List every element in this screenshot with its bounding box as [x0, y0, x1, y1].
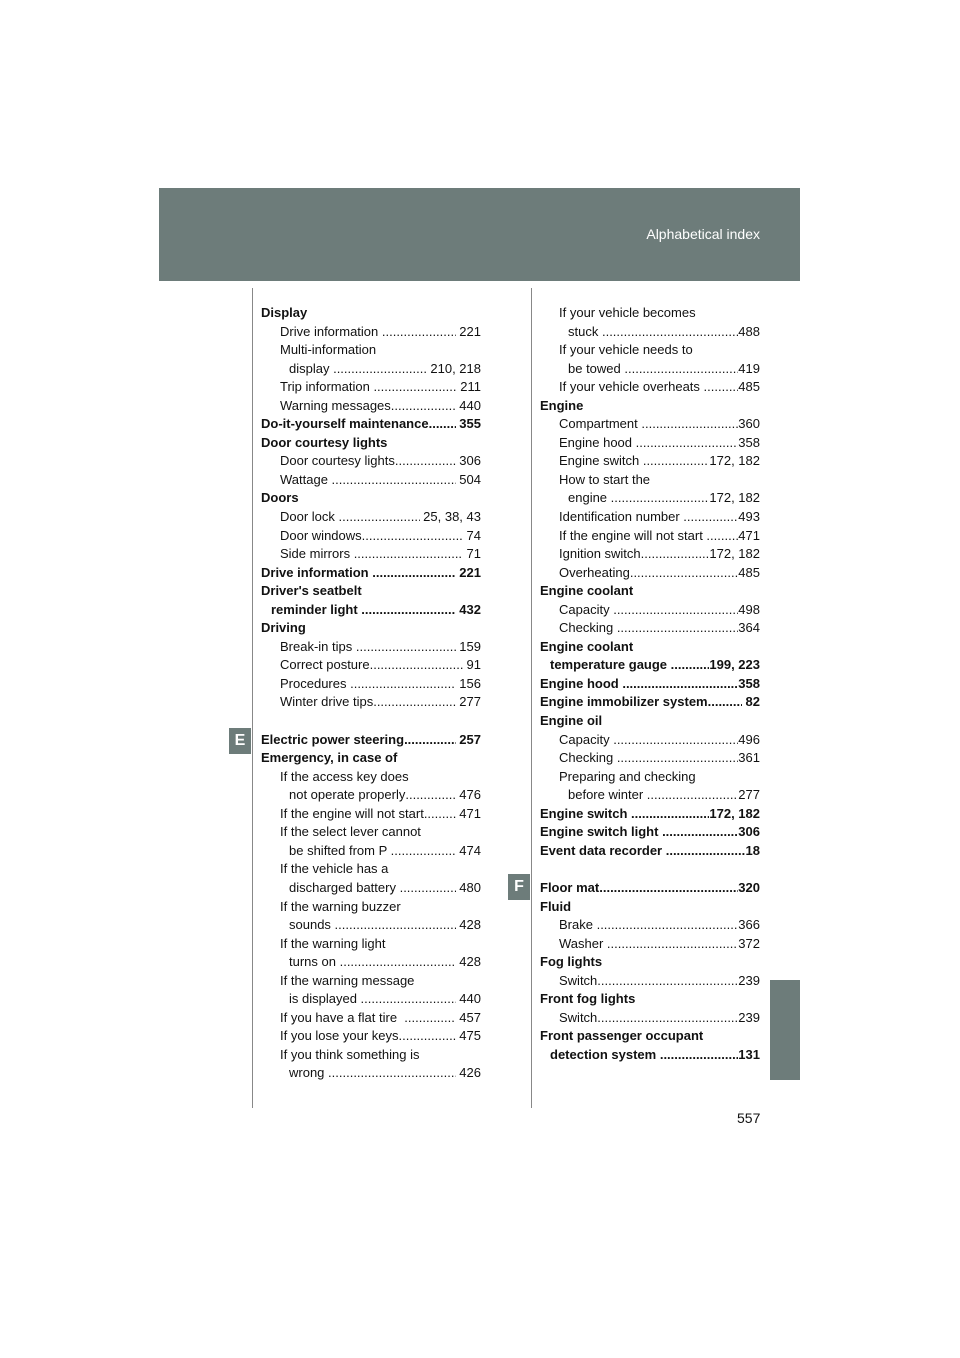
index-entry-term: Checking: [559, 620, 617, 636]
index-entry: [540, 1046, 760, 1065]
index-entry: [540, 786, 760, 805]
index-entry-term: Multi-information: [280, 342, 377, 358]
dot-leader: [597, 916, 739, 935]
dot-leader: [372, 564, 455, 583]
dot-leader: [706, 527, 738, 546]
index-entry-page: 457: [455, 1009, 481, 1025]
index-entry: [540, 545, 760, 564]
dot-leader: [370, 656, 463, 675]
index-entry: [261, 582, 481, 601]
index-entry: [261, 731, 481, 750]
index-entry: [261, 879, 481, 898]
index-entry: [261, 749, 481, 768]
index-entry-term: not operate properly: [289, 787, 406, 803]
index-entry: [261, 972, 481, 991]
dot-leader: [333, 360, 427, 379]
index-entry-page: 239: [738, 1009, 760, 1025]
index-entry-term: Engine coolant: [540, 583, 634, 599]
dot-leader: [404, 1009, 455, 1028]
index-column-left: [261, 304, 481, 1083]
index-entry: [261, 378, 481, 397]
dot-leader: [624, 360, 738, 379]
index-entry-page: 320: [738, 879, 760, 895]
index-entry-term: Preparing and checking: [559, 768, 696, 784]
index-entry: [540, 990, 760, 1009]
dot-leader: [362, 527, 463, 546]
index-entry-page: 498: [738, 601, 760, 617]
dot-leader: [354, 545, 463, 564]
index-entry: [540, 972, 760, 991]
index-entry-term: Engine oil: [540, 713, 603, 729]
index-entry: [261, 304, 481, 323]
column-divider-right: [531, 288, 532, 1108]
dot-leader: [708, 693, 742, 712]
index-entry-term: Do-it-yourself maintenance: [261, 416, 429, 432]
dot-leader: [335, 916, 456, 935]
index-entry-page: 485: [738, 564, 760, 580]
index-entry-term: detection system: [550, 1046, 660, 1062]
index-entry-page: 306: [455, 453, 481, 469]
index-entry-page: 432: [455, 601, 481, 617]
index-entry: [261, 415, 481, 434]
index-entry-term: Ignition switch: [559, 546, 641, 562]
index-entry-term: Trip information: [280, 379, 374, 395]
dot-leader: [373, 378, 456, 397]
index-entry-term: Engine hood: [559, 434, 636, 450]
dot-leader: [643, 452, 710, 471]
index-entry-term: Engine switch: [540, 805, 632, 821]
index-entry-page: 18: [745, 842, 760, 858]
index-entry-term: If you think something is: [280, 1046, 420, 1062]
index-entry-term: Switch: [559, 972, 598, 988]
index-entry-page: 257: [455, 731, 481, 747]
index-entry-page: 239: [738, 972, 760, 988]
index-entry: [540, 378, 760, 397]
index-entry-term: Capacity: [559, 601, 614, 617]
index-entry-term: Doors: [261, 490, 299, 506]
index-entry-page: 504: [455, 471, 481, 487]
index-entry: [540, 434, 760, 453]
dot-leader: [602, 323, 738, 342]
dot-leader: [424, 805, 456, 824]
dot-leader: [599, 879, 738, 898]
dot-leader: [356, 638, 456, 657]
dot-leader: [429, 415, 456, 434]
index-entry-page: 419: [738, 360, 760, 376]
dot-leader: [391, 842, 456, 861]
index-entry: [540, 619, 760, 638]
index-entry-term: Door courtesy lights: [280, 453, 395, 469]
index-entry-term: stuck: [568, 323, 602, 339]
index-entry-page: 172, 182: [709, 453, 760, 469]
index-entry-term: Drive information: [261, 564, 373, 580]
index-entry: [540, 731, 760, 750]
index-entry-term: Drive information: [280, 323, 382, 339]
index-entry: [261, 805, 481, 824]
index-entry: [261, 860, 481, 879]
index-entry: [261, 786, 481, 805]
index-entry-term: Door windows: [280, 527, 362, 543]
index-entry: [540, 601, 760, 620]
index-entry: [261, 323, 481, 342]
dot-leader: [666, 842, 746, 861]
index-entry-page: 364: [738, 620, 760, 636]
index-entry-page: 131: [738, 1046, 760, 1062]
index-entry: [540, 638, 760, 657]
index-entry-page: 471: [738, 527, 760, 543]
index-entry-term: Overheating: [559, 564, 630, 580]
index-entry-term: Engine immobilizer system: [540, 694, 708, 710]
index-entry: [540, 1009, 760, 1028]
index-entry-page: 372: [738, 935, 760, 951]
index-entry-page: 426: [455, 1065, 481, 1081]
index-entry-page: 476: [455, 787, 481, 803]
index-entry: [261, 434, 481, 453]
index-entry-page: 199, 223: [709, 657, 760, 673]
index-entry-term: be shifted from P: [289, 842, 391, 858]
index-entry-term: If the access key does: [280, 768, 409, 784]
index-entry: [261, 452, 481, 471]
index-entry-page: 471: [455, 805, 481, 821]
dot-leader: [332, 471, 456, 490]
index-entry: [261, 1064, 481, 1083]
index-entry-term: Engine coolant: [540, 638, 634, 654]
index-entry-page: 211: [456, 379, 481, 395]
index-entry: [261, 397, 481, 416]
index-entry-term: Checking: [559, 750, 617, 766]
index-entry-term: reminder light: [271, 601, 362, 617]
index-entry-term: If the select lever cannot: [280, 824, 421, 840]
index-entry-term: Identification number: [559, 509, 684, 525]
index-entry-page: 71: [462, 546, 481, 562]
dot-leader: [622, 675, 738, 694]
index-entry-term: If your vehicle overheats: [559, 379, 704, 395]
index-entry-term: If you have a flat tire: [280, 1009, 405, 1025]
index-entry: [540, 489, 760, 508]
index-entry-term: If your vehicle becomes: [559, 305, 696, 320]
index-entry-term: Engine: [540, 397, 584, 413]
index-entry: [261, 675, 481, 694]
dot-leader: [631, 805, 709, 824]
index-entry-page: 277: [738, 787, 760, 803]
index-entry-page: 493: [738, 509, 760, 525]
index-entry: [261, 768, 481, 787]
index-entry-page: 172, 182: [709, 546, 760, 562]
index-entry: [540, 842, 760, 861]
index-entry-term: Front fog lights: [540, 991, 636, 1007]
index-entry-term: is displayed: [289, 991, 361, 1007]
index-entry: [540, 898, 760, 917]
index-entry-page: 440: [455, 991, 481, 1007]
index-entry-term: turns on: [289, 954, 340, 970]
index-entry-term: Engine switch light: [540, 824, 663, 840]
index-entry-page: 366: [738, 917, 760, 933]
index-entry-term: Event data recorder: [540, 842, 666, 858]
index-entry-page: 172, 182: [709, 805, 760, 821]
dot-leader: [597, 972, 738, 991]
dot-leader: [617, 619, 738, 638]
index-entry-page: 306: [738, 824, 760, 840]
index-entry-term: engine: [568, 490, 611, 506]
index-entry-page: 488: [738, 323, 760, 339]
index-entry: [540, 805, 760, 824]
index-entry-page: 221: [455, 564, 481, 580]
dot-leader: [361, 990, 456, 1009]
index-entry-term: Washer: [559, 935, 607, 951]
index-entry-page: 440: [455, 397, 481, 413]
index-entry-term: Correct posture: [280, 657, 370, 673]
index-entry-page: 358: [738, 434, 760, 450]
index-entry-term: If your vehicle needs to: [559, 342, 693, 358]
index-entry-term: How to start the: [559, 471, 651, 487]
entry-gap: [261, 712, 481, 731]
index-entry-page: 156: [455, 675, 481, 691]
index-entry-term: If the warning message: [280, 972, 415, 988]
dot-leader: [611, 489, 710, 508]
dot-leader: [641, 545, 710, 564]
index-entry-page: 358: [738, 675, 760, 691]
index-entry: [261, 656, 481, 675]
index-entry-term: wrong: [289, 1065, 329, 1081]
section-title: Alphabetical index: [646, 226, 760, 242]
index-entry: [261, 564, 481, 583]
index-entry-term: Door lock: [280, 509, 339, 525]
index-entry: [261, 916, 481, 935]
index-entry: [540, 564, 760, 583]
index-entry-term: Wattage: [280, 471, 332, 487]
index-entry-term: Break-in tips: [280, 638, 356, 654]
dot-leader: [641, 415, 738, 434]
index-entry: [261, 1046, 481, 1065]
index-entry: [540, 768, 760, 787]
column-divider-left: [252, 288, 253, 1108]
index-entry-page: 496: [738, 731, 760, 747]
index-entry: [261, 693, 481, 712]
index-entry: [540, 712, 760, 731]
index-entry: [261, 953, 481, 972]
dot-leader: [405, 786, 455, 805]
index-entry-term: Electric power steering: [261, 731, 405, 747]
index-entry-term: be towed: [568, 360, 625, 376]
header-bar: [159, 188, 800, 281]
dot-leader: [400, 879, 456, 898]
index-entry-term: If the warning light: [280, 935, 386, 951]
index-entry: [540, 823, 760, 842]
index-entry: [261, 1009, 481, 1028]
dot-leader: [404, 731, 456, 750]
index-entry: [261, 471, 481, 490]
index-entry-term: Door courtesy lights: [261, 434, 388, 450]
index-entry-page: 91: [462, 657, 481, 673]
index-entry-page: 480: [455, 879, 481, 895]
page-number: 557: [737, 1110, 761, 1126]
index-entry: [540, 415, 760, 434]
dot-leader: [683, 508, 738, 527]
index-entry: [540, 675, 760, 694]
index-entry: [261, 360, 481, 379]
chapter-side-tab: [770, 980, 800, 1080]
index-entry-page: 475: [455, 1028, 481, 1044]
index-entry: [261, 638, 481, 657]
index-entry: [540, 935, 760, 954]
index-entry-term: If the engine will not start: [280, 805, 424, 821]
index-entry: [540, 916, 760, 935]
dot-leader: [613, 601, 738, 620]
index-entry: [261, 935, 481, 954]
index-entry: [261, 898, 481, 917]
dot-leader: [662, 823, 738, 842]
index-entry-term: Procedures: [280, 675, 351, 691]
index-entry: [261, 601, 481, 620]
dot-leader: [395, 452, 456, 471]
index-entry-term: Compartment: [559, 416, 642, 432]
dot-leader: [671, 656, 710, 675]
index-entry-term: discharged battery: [289, 879, 400, 895]
index-entry-term: If the engine will not start: [559, 527, 707, 543]
index-entry: [540, 360, 760, 379]
index-entry: [540, 304, 760, 323]
dot-leader: [382, 323, 456, 342]
dot-leader: [630, 564, 738, 583]
dot-leader: [373, 693, 455, 712]
index-entry: [261, 508, 481, 527]
index-entry-term: Brake: [559, 917, 597, 933]
index-entry: [540, 693, 760, 712]
index-entry-page: 82: [741, 694, 760, 710]
index-entry-page: 428: [455, 917, 481, 933]
index-entry-term: Front passenger occupant: [540, 1028, 704, 1044]
index-entry: [261, 341, 481, 360]
index-entry: [261, 990, 481, 1009]
index-entry-term: Capacity: [559, 731, 614, 747]
dot-leader: [339, 508, 420, 527]
index-entry: [540, 452, 760, 471]
dot-leader: [660, 1046, 738, 1065]
dot-leader: [350, 675, 456, 694]
index-entry-term: before winter: [568, 787, 647, 803]
letter-tab-e: E: [229, 728, 251, 754]
index-entry: [540, 397, 760, 416]
dot-leader: [607, 935, 738, 954]
index-entry-term: Driving: [261, 620, 306, 636]
index-entry: [540, 953, 760, 972]
index-entry: [540, 471, 760, 490]
index-entry-page: 159: [455, 638, 481, 654]
dot-leader: [391, 397, 456, 416]
index-entry: [540, 749, 760, 768]
index-entry: [261, 545, 481, 564]
index-entry-term: Emergency, in case of: [261, 750, 398, 766]
index-entry-term: If the vehicle has a: [280, 861, 389, 877]
index-entry: [540, 323, 760, 342]
index-entry-term: Display: [261, 305, 308, 320]
index-entry-page: 221: [455, 323, 481, 339]
dot-leader: [597, 1009, 738, 1028]
index-entry: [540, 527, 760, 546]
index-entry-term: Warning messages: [280, 397, 391, 413]
entry-gap: [540, 860, 760, 879]
dot-leader: [617, 749, 738, 768]
index-entry: [261, 1027, 481, 1046]
index-entry: [261, 489, 481, 508]
dot-leader: [328, 1064, 456, 1083]
index-entry-term: display: [289, 360, 334, 376]
index-entry-term: If you lose your keys: [280, 1028, 399, 1044]
index-entry: [540, 582, 760, 601]
index-entry-page: 428: [455, 954, 481, 970]
index-entry-term: Side mirrors: [280, 546, 354, 562]
index-entry-term: Fog lights: [540, 954, 603, 970]
dot-leader: [647, 786, 739, 805]
index-entry-page: 360: [738, 416, 760, 432]
index-entry-page: 172, 182: [709, 490, 760, 506]
letter-tab-f: F: [508, 874, 530, 900]
index-entry-term: sounds: [289, 917, 335, 933]
index-entry-page: 210, 218: [426, 360, 481, 376]
index-entry: [540, 508, 760, 527]
dot-leader: [636, 434, 739, 453]
index-entry-page: 485: [738, 379, 760, 395]
index-column-right: [540, 304, 760, 1064]
index-entry-term: Winter drive tips: [280, 694, 374, 710]
index-entry-term: Floor mat: [540, 879, 600, 895]
index-entry: [261, 527, 481, 546]
index-entry-page: 25, 38, 43: [419, 509, 481, 525]
dot-leader: [361, 601, 455, 620]
index-entry-page: 474: [455, 842, 481, 858]
index-entry-term: If the warning buzzer: [280, 898, 401, 914]
index-entry: [261, 619, 481, 638]
index-entry-term: temperature gauge: [550, 657, 671, 673]
index-entry: [540, 879, 760, 898]
index-entry: [261, 823, 481, 842]
index-entry: [540, 1027, 760, 1046]
index-entry-page: 74: [462, 527, 481, 543]
dot-leader: [704, 378, 739, 397]
index-entry: [540, 341, 760, 360]
dot-leader: [613, 731, 738, 750]
index-entry-term: Switch: [559, 1009, 598, 1025]
index-entry: [261, 842, 481, 861]
index-entry-page: 361: [738, 750, 760, 766]
index-entry-term: Engine switch: [559, 453, 643, 469]
index-entry-page: 277: [455, 694, 481, 710]
index-entry: [540, 656, 760, 675]
index-entry-page: 355: [455, 416, 481, 432]
index-entry-term: Engine hood: [540, 675, 623, 691]
index-entry-term: Fluid: [540, 898, 572, 914]
index-entry-term: Driver's seatbelt: [261, 583, 362, 599]
dot-leader: [340, 953, 456, 972]
dot-leader: [399, 1027, 456, 1046]
